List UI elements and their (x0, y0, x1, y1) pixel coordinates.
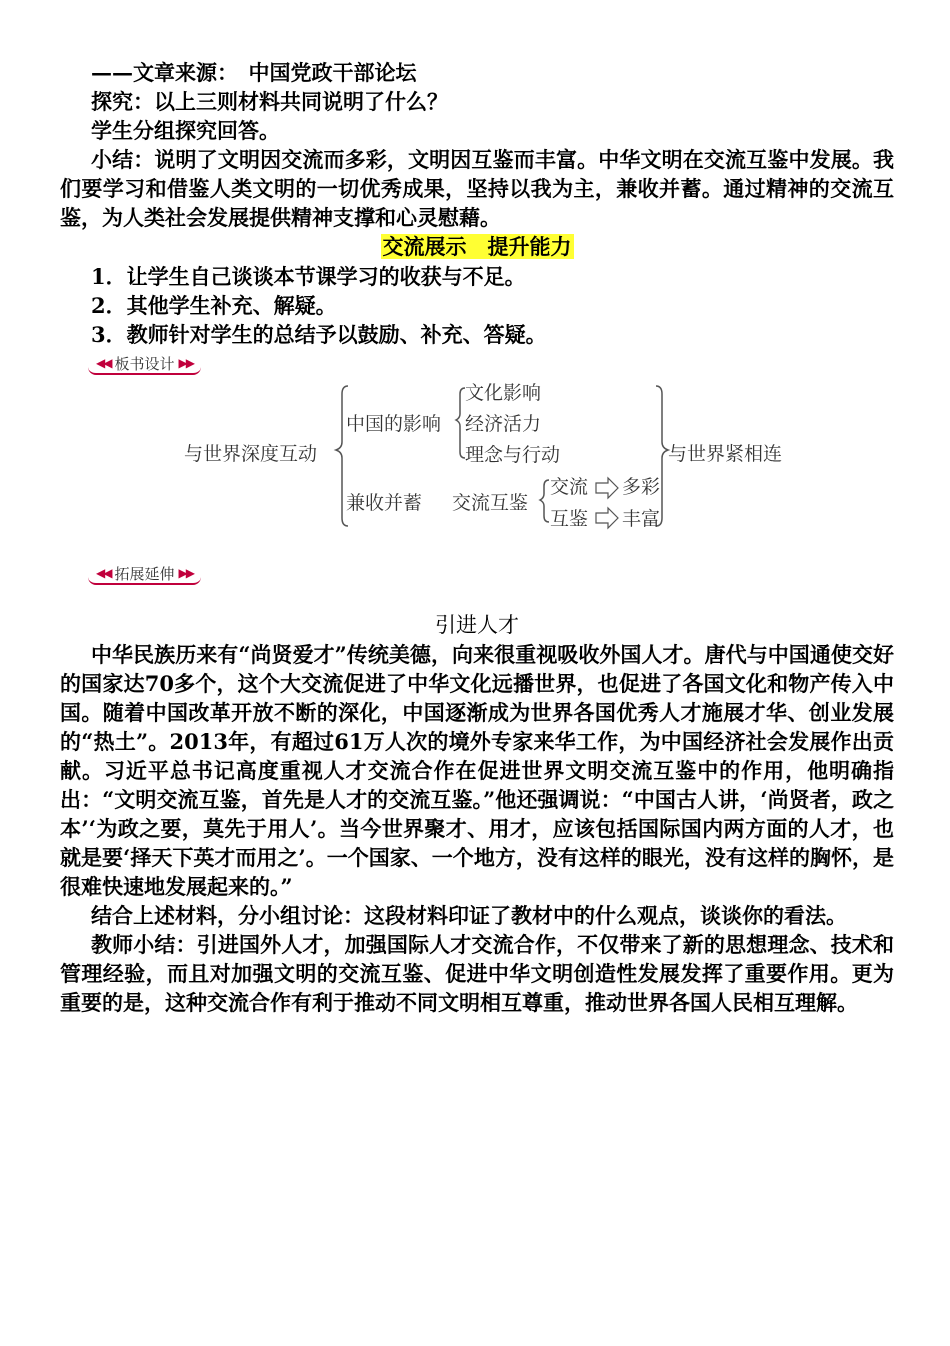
board-branch-exchange: 交流互鉴 (452, 492, 529, 514)
right-arrows-icon: ▶▶ (178, 356, 193, 370)
board-item: 理念与行动 (465, 444, 561, 466)
board-item: 多彩 (622, 476, 661, 498)
summary-paragraph: 小结：说明了文明因交流而多彩，文明因互鉴而丰富。中华文明在交流互鉴中发展。我们要学习和借鉴人类文明的一切优秀成果，坚持以我为主，兼收并蓄。通过精神的交流互鉴，为人类社会发展提供精神支撑和心灵慰藉。 (60, 147, 894, 230)
board-item: 互鉴 (550, 508, 589, 530)
exchange-item: 1．让学生自己谈谈本节课学习的收获与不足。 (91, 264, 526, 289)
exchange-heading: 交流展示 提升能力 (382, 234, 572, 259)
board-root: 与世界深度互动 (184, 443, 318, 465)
extension-paragraph: 结合上述材料，分小组讨论：这段材料印证了教材中的什么观点，谈谈你的看法。 (91, 903, 847, 928)
source-line: ——文章来源： 中国党政干部论坛 (91, 60, 417, 85)
board-item: 经济活力 (465, 413, 542, 435)
arrow-icon (596, 508, 618, 528)
exchange-heading-row (60, 232, 894, 262)
board-branch-inclusive: 兼收并蓄 (346, 492, 423, 514)
exchange-item: 2．其他学生补充、解疑。 (91, 293, 337, 318)
board-design-label: ◀◀ 板书设计 ▶▶ (88, 353, 201, 375)
extension-paragraph: 中华民族历来有“尚贤爱才”传统美德，向来很重视吸收外国人才。唐代与中国通使交好的国家达70多个，这个大交流促进了中华文化远播世界，也促进了各国文化和物产传入中国。随着中国改革开放不断的深化，中国逐渐成为世界各国优秀人才施展才华、创业发展的“热土”。2013年，有超过61万人次的境外专家来华工作，为中国经济社会发展作出贡献。习近平总书记高度重视人才交流合作在促进世界文明交流互鉴中的作用，他明确指出：“文明交流互鉴，首先是人才的交流互鉴。”他还强调说：“中国古人讲，‘尚贤者，政之本’‘为政之要，莫先于用人’。当今世界聚才、用才，应该包括国际国内两方面的人才，也就是要‘择天下英才而用之’。一个国家、一个地方，没有这样的眼光，没有这样的胸怀，是很难快速地发展起来的。” (60, 642, 894, 899)
board-item: 丰富 (622, 508, 661, 530)
board-diagram (60, 380, 894, 530)
group-answer: 学生分组探究回答。 (91, 118, 280, 143)
left-arrows-icon: ◀◀ (96, 566, 111, 580)
left-arrows-icon: ◀◀ (96, 356, 111, 370)
board-branch-influence: 中国的影响 (346, 413, 442, 435)
board-result: 与世界紧相连 (668, 443, 783, 465)
board-item: 交流 (550, 476, 589, 498)
board-item: 文化影响 (465, 382, 542, 404)
extension-paragraph: 教师小结：引进国外人才，加强国际人才交流合作，不仅带来了新的思想理念、技术和管理经验，而且对加强文明的交流互鉴、促进中华文明创造性发展发挥了重要作用。更为重要的是，这种交流合作有利于推动不同文明相互尊重，推动世界各国人民相互理解。 (60, 932, 894, 1015)
right-arrows-icon: ▶▶ (178, 566, 193, 580)
inquiry-question: 探究：以上三则材料共同说明了什么？ (91, 89, 448, 114)
extension-label: ◀◀ 拓展延伸 ▶▶ (88, 563, 201, 585)
extension-title: 引进人才 (435, 613, 519, 637)
exchange-item: 3．教师针对学生的总结予以鼓励、补充、答疑。 (91, 322, 547, 347)
page-content (60, 58, 894, 1017)
arrow-icon (596, 478, 618, 498)
